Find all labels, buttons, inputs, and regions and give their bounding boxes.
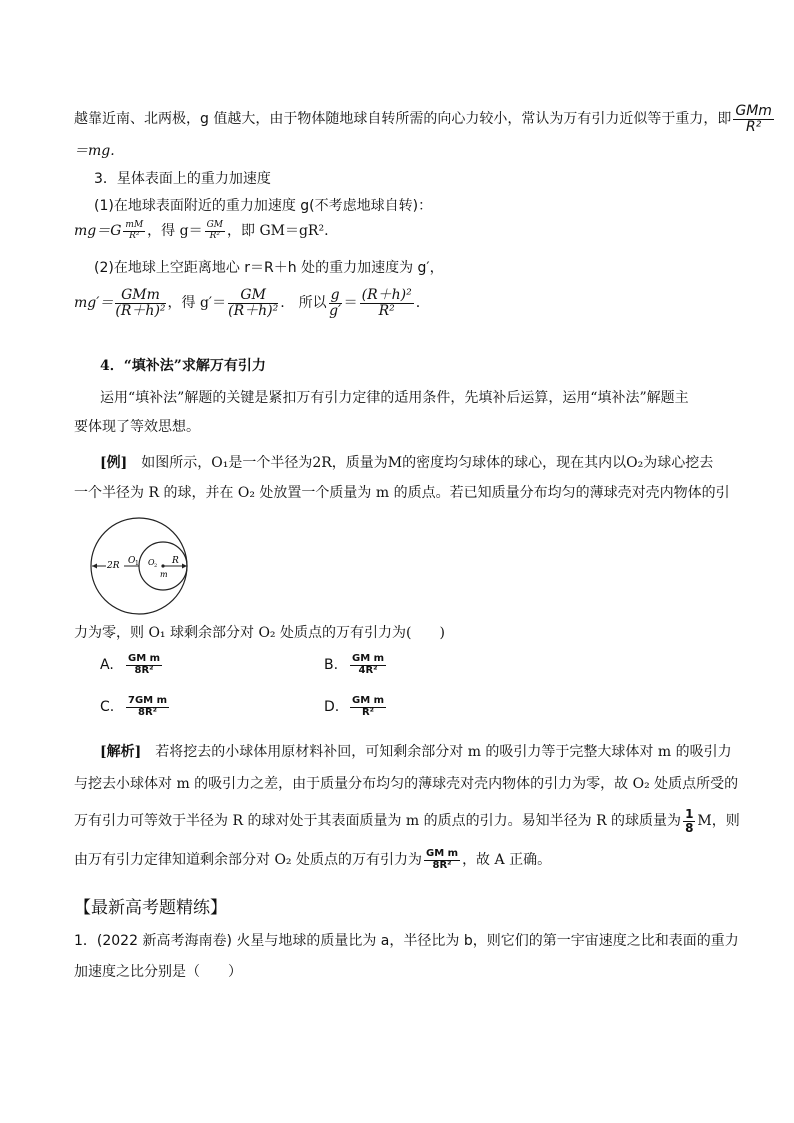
arrow-left-2r <box>92 564 97 569</box>
analysis-line-2: 与挖去小球体对 m 的吸引力之差，由于质量分布均匀的薄球壳对壳内物体的引力为零，故 O₂ 处质点所受的 <box>74 776 739 792</box>
label-o1-sub: 1 <box>135 560 139 567</box>
option-a-formula: $\frac{\text{GM m}}{\text{8R²}}$ <box>128 653 161 676</box>
option-b-formula: $\frac{\text{GM m}}{\text{4R²}}$ <box>352 653 385 676</box>
example-line-3: 力为零，则 O₁ 球剩余部分对 O₂ 处质点的万有引力为( ) <box>74 625 445 641</box>
section-4-line-2: 要体现了等效思想。 <box>74 419 200 435</box>
option-d-formula: $\frac{\text{GM m}}{\text{R²}}$ <box>352 695 385 718</box>
mass-point-m <box>161 564 164 567</box>
option-d[interactable]: D. $\frac{\text{GM m}}{\text{R²}}$ <box>324 695 385 718</box>
fraction-mm-r2: $\frac{mM}{\text{R²}}$ <box>125 220 144 241</box>
section-heading-latest-exams: 【最新高考题精练】 <box>74 898 227 918</box>
label-o2-sub: 2 <box>154 563 158 569</box>
label-r: R <box>172 556 179 566</box>
arrow-right-r <box>182 564 187 569</box>
option-c-formula: $\frac{\text{7GM m}}{\text{8R²}}$ <box>128 695 168 718</box>
question-1-line-1: 1．(2022 新高考海南卷) 火星与地球的质量比为 a，半径比为 b，则它们的第一宇宙速度之比和表面的重力 <box>74 933 739 949</box>
option-a[interactable]: A. $\frac{\text{GM m}}{\text{8R²}}$ <box>100 653 161 676</box>
section-4-title: 4．“填补法”求解万有引力 <box>100 358 266 374</box>
fraction-gm-rh2: $\frac{GM}{\text{(R＋h)²}}$ <box>228 287 279 319</box>
option-b[interactable]: B. $\frac{\text{GM m}}{\text{4R²}}$ <box>324 653 385 676</box>
paragraph-text: 越靠近南、北两极，g 值越大，由于物体随地球自转所需的向心力较小，常认为万有引力近似等于重力，即 <box>74 111 732 128</box>
equation-2: mg′＝ $\frac{\text{GMm}}{\text{(R＋h)²}}$ ，得 g′＝ $\frac{GM}{\text{(R＋h)²}}$ . 所以 $\frac{g}{g'}$ ＝ $\frac{\text{(R＋h)²}}{\text{R²}}$ . <box>74 287 421 319</box>
paragraph-gravity-poles <box>74 103 772 135</box>
analysis-line-1: [解析] 若将挖去的小球体用原材料补回，可知剩余部分对 m 的吸引力等于完整大球体对 m 的吸引力 <box>100 744 732 760</box>
analysis-line-4: 由万有引力定律知道剩余部分对 O₂ 处质点的万有引力为 $\frac{\text{GM m}}{\text{8R²}}$ ，故 A 正确。 <box>74 848 552 871</box>
section-3-title: 3．星体表面上的重力加速度 <box>94 171 271 187</box>
fraction-gmm-r2: $\frac{\text{GMm}}{\text{R²}}$ <box>735 103 772 135</box>
equation-1: mg＝G $\frac{mM}{\text{R²}}$ ，得 g＝ $\frac{GM}{\text{R²}}$ ，即 GM＝gR². <box>74 220 329 241</box>
label-m: m <box>160 570 168 579</box>
example-tag: [例] <box>100 455 128 471</box>
fraction-g-gprime: $\frac{g}{g'}$ <box>329 287 342 319</box>
label-o2: O <box>148 558 155 567</box>
example-line-1: [例] 如图所示，O₁是一个半径为2R，质量为M的密度均匀球体的球心，现在其内以O₂为球心挖去 <box>100 455 714 471</box>
paragraph-continuation: ＝mg. <box>74 143 115 159</box>
fraction-gmm-rh2: $\frac{\text{GMm}}{\text{(R＋h)²}}$ <box>115 287 166 319</box>
fraction-gm-r2: $\frac{GM}{\text{R²}}$ <box>206 220 223 241</box>
section-3-item-2: (2)在地球上空距离地心 r＝R＋h 处的重力加速度为 g′， <box>94 260 444 276</box>
section-3-item-1: (1)在地球表面附近的重力加速度 g(不考虑地球自转)： <box>94 198 433 214</box>
fraction-one-eighth: $\frac{1}{8}$ <box>685 807 694 835</box>
section-4-line-1: 运用“填补法”解题的关键是紧扣万有引力定律的适用条件，先填补后运算，运用“填补法”解题主 <box>100 390 689 406</box>
analysis-line-3: 万有引力可等效于半径为 R 的球对处于其表面质量为 m 的质点的引力。易知半径为 R 的球质量为 $\frac{1}{8}$ M，则 <box>74 807 740 835</box>
label-2r: 2R <box>107 561 120 571</box>
sphere-diagram <box>84 510 244 620</box>
analysis-tag: [解析] <box>100 744 142 760</box>
fraction-gmm-8r2: $\frac{\text{GM m}}{\text{8R²}}$ <box>426 848 459 871</box>
option-c[interactable]: C. $\frac{\text{7GM m}}{\text{8R²}}$ <box>100 695 168 718</box>
example-line-2: 一个半径为 R 的球，并在 O₂ 处放置一个质量为 m 的质点。若已知质量分布均匀的薄球壳对壳内物体的引 <box>74 485 730 501</box>
label-o1: O <box>128 556 136 566</box>
question-1-line-2: 加速度之比分别是（ ） <box>74 964 242 980</box>
fraction-rh2-r2: $\frac{\text{(R＋h)²}}{\text{R²}}$ <box>361 287 412 319</box>
